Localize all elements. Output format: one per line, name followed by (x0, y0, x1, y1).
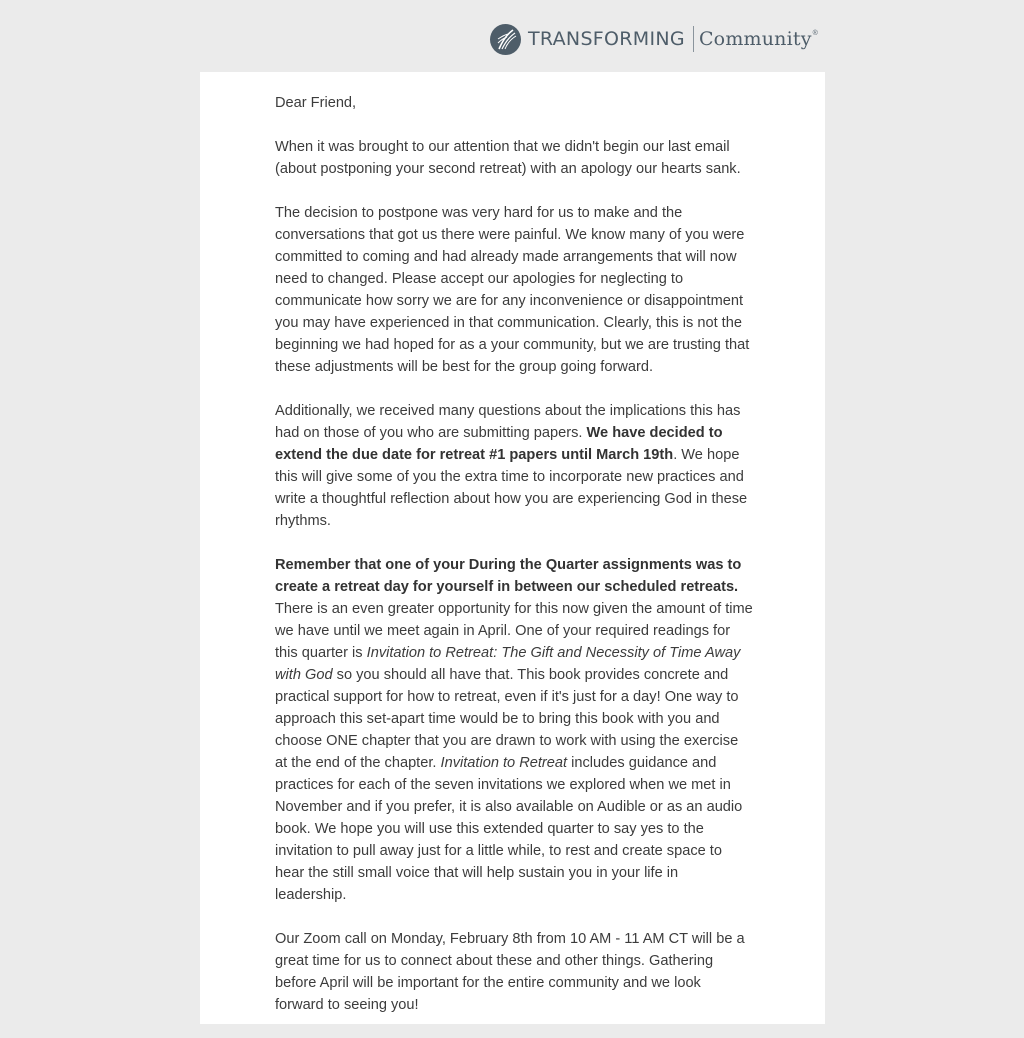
papers-text-b: . We hope this will give some of you the extra time to incorporate new practices and write a thoughtful reflection about how you are experiencing God in these rhythms. (275, 447, 748, 529)
paragraph-retreat-day (275, 554, 753, 906)
retreat-text-a: There is an even greater opportunity for this now given the amount of time we have until we meet again in April. One of your required readings for this quarter is (275, 601, 753, 661)
paragraph-decision: The decision to postpone was very hard for us to make and the conversations that got us there were painful. We know many of you were committed to coming and had already made arrangements that will now need to changed. Please accept our apologies for neglecting to communicate how sorry we are for any inconvenience or disappointment you may have experienced in that communication. Clearly, this is not the beginning we had hoped for as a your community, but we are trusting that these adjustments will be best for the group going forward. (275, 205, 750, 375)
retreat-text-b: so you should all have that. This book provides concrete and practical support for how to retreat, even if it's just for a day! One way to approach this set-apart time would be to bring this book with you and choose ONE chapter that you are drawn to work with using the exercise at the end of the chapter. (275, 667, 739, 771)
leaf-logo-icon (490, 24, 521, 55)
papers-text-a: Additionally, we received many questions about the implications this has had on those of you who are submitting papers. (275, 403, 741, 441)
paragraph-papers (275, 400, 753, 532)
paragraph-apology: When it was brought to our attention that we didn't begin our last email (about postponing your second retreat) with an apology our hearts sank. (275, 139, 741, 177)
papers-due-date-bold: We have decided to extend the due date for retreat #1 papers until March 19th (275, 425, 723, 463)
email-header (0, 0, 1024, 72)
logo-word-transforming: TRANSFORMING (528, 28, 685, 50)
retreat-day-bold: Remember that one of your During the Quarter assignments was to create a retreat day for yourself in between our scheduled retreats. (275, 557, 742, 595)
greeting: Dear Friend, (275, 95, 357, 111)
logo-divider (693, 26, 694, 52)
book-title-short: Invitation to Retreat (440, 755, 568, 771)
paragraph-zoom-call: Our Zoom call on Monday, February 8th from 10 AM - 11 AM CT will be a great time for us to connect about these and other things. Gathering before April will be important for the entire community and we look forward to seeing you! (275, 931, 745, 1013)
registered-mark: ® (812, 29, 818, 37)
email-content (275, 92, 753, 1038)
email-body-card (200, 72, 825, 1024)
transforming-community-logo[interactable] (490, 23, 818, 55)
logo-word-community: Community (698, 28, 812, 50)
retreat-text-c: includes guidance and practices for each of the seven invitations we explored when we met in November and if you prefer, it is also available on Audible or as an audio book. We hope you will use this extended quarter to say yes to the invitation to pull away just for a little while, to rest and create space to hear the still small voice that will help sustain you in your life in leadership. (275, 755, 743, 903)
book-title-full: Invitation to Retreat: The Gift and Necessity of Time Away with God (275, 645, 741, 683)
